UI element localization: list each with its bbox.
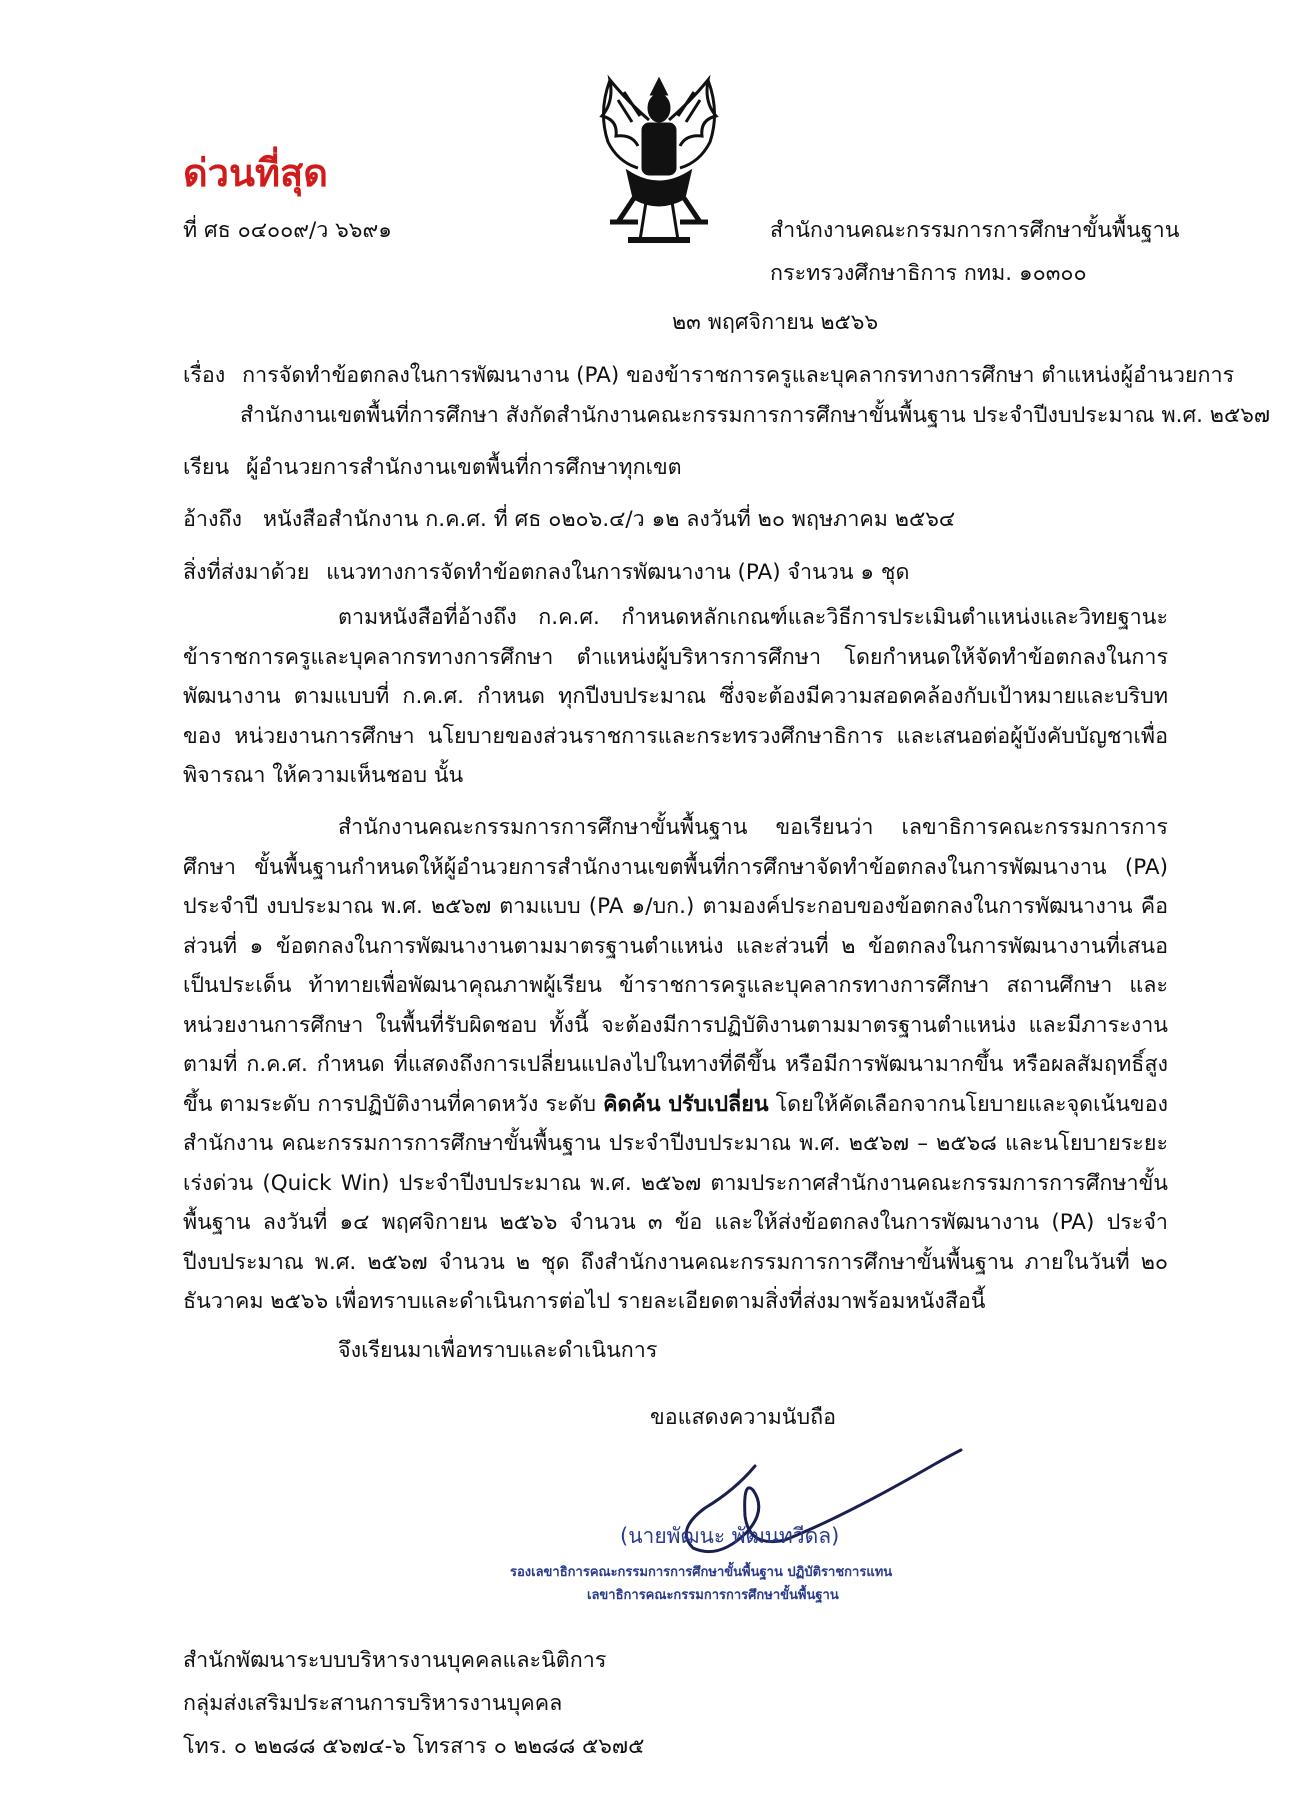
- recipient-text: ผู้อำนวยการสำนักงานเขตพื้นที่การศึกษาทุกเขต: [246, 455, 682, 480]
- document-date: ๒๓ พฤศจิกายน ๒๕๖๖: [672, 310, 879, 335]
- subject-text-2: สำนักงานเขตพื้นที่การศึกษา สังกัดสำนักงานคณะกรรมการการศึกษาขั้นพื้นฐาน ประจำปีงบประมาณ พ.ศ. ๒๕๖๗: [240, 403, 1271, 428]
- issuing-office: สำนักงานคณะกรรมการการศึกษาขั้นพื้นฐาน: [770, 218, 1180, 243]
- signature-closing: ขอแสดงความนับถือ: [650, 1405, 837, 1430]
- urgency-label: ด่วนที่สุด: [183, 151, 328, 195]
- body-paragraph-2: [183, 808, 1168, 1322]
- office-address: กระทรวงศึกษาธิการ กทม. ๑๐๓๐๐: [770, 261, 1087, 286]
- body-paragraph-1: ตามหนังสือที่อ้างถึง ก.ค.ศ. กำหนดหลักเกณฑ์และวิธีการประเมินตำแหน่งและวิทยฐานะ ข้าราชการครูและบุคลากรทางการศึกษา ตำแหน่งผู้บริหารการศึกษา โดยกำหนดให้จัดทำข้อตกลงในการพัฒนางาน ตามแบบที่ ก.ค.ศ. กำหนด ทุกปีงบประมาณ ซึ่งจะต้องมีความสอดคล้องกับเป้าหมายและบริบทของ หน่วยงานการศึกษา นโยบายของส่วนราชการและกระทรวงศึกษาธิการ และเสนอต่อผู้บังคับบัญชาเพื่อพิจารณา ให้ความเห็นชอบ นั้น: [183, 605, 1168, 788]
- reference-label: อ้างถึง: [183, 507, 242, 532]
- enclosure-label: สิ่งที่ส่งมาด้วย: [183, 560, 310, 585]
- reference-text: หนังสือสำนักงาน ก.ค.ศ. ที่ ศธ ๐๒๐๖.๔/ว ๑๒ ลงวันที่ ๒๐ พฤษภาคม ๒๕๖๔: [262, 507, 956, 532]
- body-paragraph-2-part-1: สำนักงานคณะกรรมการการศึกษาขั้นพื้นฐาน ขอเรียนว่า เลขาธิการคณะกรรมการการศึกษา ขั้นพื้นฐานกำหนดให้ผู้อำนวยการสำนักงานเขตพื้นที่การศึกษาจัดทำข้อตกลงในการพัฒนางาน (PA) ประจำปี งบประมาณ พ.ศ. ๒๕๖๗ ตามแบบ (PA ๑/บก.) ตามองค์ประกอบของข้อตกลงในการพัฒนางาน คือ ส่วนที่ ๑ ข้อตกลงในการพัฒนางานตามมาตรฐานตำแหน่ง และส่วนที่ ๒ ข้อตกลงในการพัฒนางานที่เสนอเป็นประเด็น ท้าทายเพื่อพัฒนาคุณภาพผู้เรียน ข้าราชการครูและบุคลากรทางการศึกษา สถานศึกษา และหน่วยงานการศึกษา ในพื้นที่รับผิดชอบ ทั้งนี้ จะต้องมีการปฏิบัติงานตามมาตรฐานตำแหน่ง และมีภาระงานตามที่ ก.ค.ศ. กำหนด ที่แสดงถึงการเปลี่ยนแปลงไปในทางที่ดีขึ้น หรือมีการพัฒนามากขึ้น หรือผลสัมฤทธิ์สูงขึ้น ตามระดับ การปฏิบัติงานที่คาดหวัง ระดับ: [183, 815, 1168, 1117]
- signatory-position-2: เลขาธิการคณะกรรมการการศึกษาขั้นพื้นฐาน: [587, 1588, 839, 1603]
- body-paragraph-2-emphasis: คิดค้น ปรับเปลี่ยน: [603, 1091, 769, 1117]
- document-number: ที่ ศธ ๐๔๐๐๙/ว ๖๖๙๑: [183, 218, 392, 243]
- subject-text-1: การจัดทำข้อตกลงในการพัฒนางาน (PA) ของข้าราชการครูและบุคลากรทางการศึกษา ตำแหน่งผู้อำนวยการ: [242, 363, 1235, 388]
- enclosure-text: แนวทางการจัดทำข้อตกลงในการพัฒนางาน (PA) จำนวน ๑ ชุด: [326, 560, 910, 585]
- recipient-label: เรียน: [183, 455, 230, 480]
- enclosure-line: [183, 555, 909, 589]
- footer-division: สำนักพัฒนาระบบบริหารงานบุคคลและนิติการ: [183, 1648, 607, 1673]
- subject-label: เรื่อง: [183, 363, 226, 388]
- recipient-line: [183, 450, 682, 484]
- closing-request: จึงเรียนมาเพื่อทราบและดำเนินการ: [338, 1338, 658, 1363]
- garuda-emblem-icon: [588, 72, 730, 250]
- reference-line: [183, 502, 955, 536]
- body-paragraph-2-part-2: โดยให้คัดเลือกจากนโยบายและจุดเน้นของสำนักงาน คณะกรรมการการศึกษาขั้นพื้นฐาน ประจำปีงบประมาณ พ.ศ. ๒๕๖๗ – ๒๕๖๘ และนโยบายระยะเร่งด่วน (Quick Win) ประจำปีงบประมาณ พ.ศ. ๒๕๖๗ ตามประกาศสำนักงานคณะกรรมการการศึกษาขั้นพื้นฐาน ลงวันที่ ๑๔ พฤศจิกายน ๒๕๖๖ จำนวน ๓ ข้อ และให้ส่งข้อตกลงในการพัฒนางาน (PA) ประจำปีงบประมาณ พ.ศ. ๒๕๖๗ จำนวน ๒ ชุด ถึงสำนักงานคณะกรรมการการศึกษาขั้นพื้นฐาน ภายในวันที่ ๒๐ ธันวาคม ๒๕๖๖ เพื่อทราบและดำเนินการต่อไป รายละเอียดตามสิ่งที่ส่งมาพร้อมหนังสือนี้: [183, 1091, 1168, 1314]
- footer-contact: โทร. ๐ ๒๒๘๘ ๕๖๗๔-๖ โทรสาร ๐ ๒๒๘๘ ๕๖๗๕: [183, 1734, 645, 1759]
- signatory-name: (นายพัฒนะ พัฒนทวีดล): [620, 1524, 840, 1548]
- signatory-position-1: รองเลขาธิการคณะกรรมการการศึกษาขั้นพื้นฐาน ปฏิบัติราชการแทน: [510, 1565, 893, 1580]
- footer-group: กลุ่มส่งเสริมประสานการบริหารงานบุคคล: [183, 1691, 563, 1716]
- subject-line-1: [183, 358, 1234, 392]
